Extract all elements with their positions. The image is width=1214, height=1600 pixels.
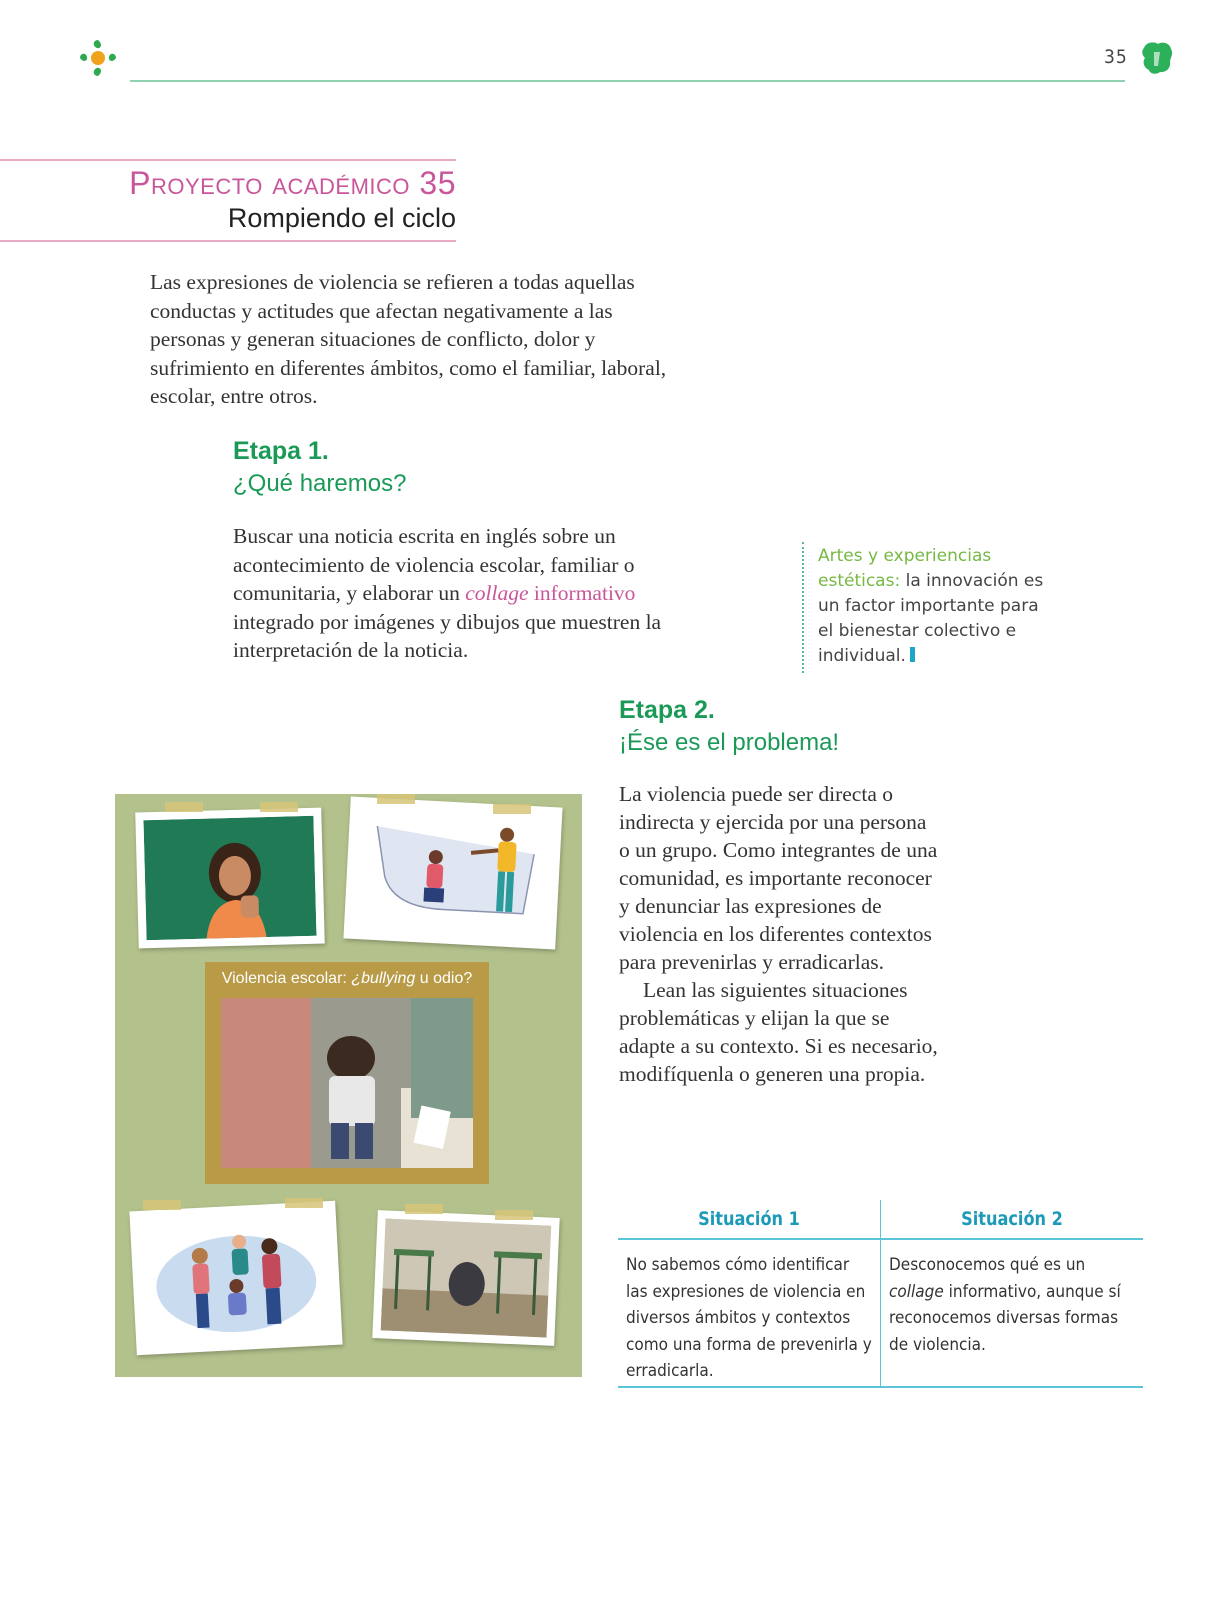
- book-logo-icon: [72, 34, 124, 86]
- stage2-title: Etapa 2.: [619, 696, 715, 724]
- stage1-highlight-informativo: informativo: [528, 581, 636, 605]
- page-number: 35: [1104, 46, 1128, 68]
- situation-2-text-start: Desconocemos qué es un: [889, 1255, 1086, 1275]
- situations-table: [618, 1200, 1143, 1387]
- section-badge-icon: [1140, 40, 1174, 76]
- title-rule-top: [0, 159, 456, 161]
- stage2-paragraph-1: La violencia puede ser directa o indirecta y ejercida por una persona o un grupo. Como integrantes de una comunidad, es importante reconocer y denunciar las expresiones de violencia en los diferentes contextos para prevenirlas y erradicarlas.: [619, 782, 938, 974]
- tape-strip: [495, 1210, 533, 1220]
- tape-strip: [377, 794, 415, 804]
- project-title: Rompiendo el ciclo: [227, 203, 456, 233]
- side-note: [802, 542, 1057, 673]
- stage1-text-end: integrado por imágenes y dibujos que muestren la interpretación de la noticia.: [233, 609, 662, 662]
- stage2-paragraph-2-text: Lean las siguientes situaciones problemáticas y elijan la que se adapte a su contexto. Si es necesario, modifíquenla o generen una propia.: [619, 978, 938, 1086]
- end-mark-icon: [910, 647, 915, 662]
- stage1-subtitle: ¿Qué haremos?: [233, 470, 407, 497]
- stage1-highlight-collage: collage: [465, 581, 529, 605]
- title-rule-bottom: [0, 240, 456, 242]
- collage-illustration: [115, 794, 582, 1377]
- situation-2: [881, 1200, 1143, 1387]
- stage2-text: [619, 780, 939, 1088]
- stage2-paragraph-2: [619, 976, 939, 1088]
- collage-news-title-italic: ¿bullying: [351, 970, 416, 987]
- collage-photo-thumbs-down: [135, 808, 324, 949]
- tape-strip: [260, 802, 298, 812]
- collage-news-photo: [221, 998, 473, 1168]
- stage2-subtitle: ¡Ése es el problema!: [619, 729, 840, 756]
- stage1-text-start: Buscar una noticia escrita en inglés sobre un acontecimiento de violencia escolar, familiar o comunitaria, y elaborar un: [233, 524, 635, 605]
- header-rule: [130, 80, 1125, 82]
- tape-strip: [285, 1198, 323, 1208]
- situation-1-text: No sabemos cómo identificar las expresiones de violencia en diversos ámbitos y contextos como una forma de prevenirla y erradicarla.: [626, 1255, 872, 1381]
- stage1-title: Etapa 1.: [233, 437, 329, 465]
- collage-photo-illustration-group: [129, 1201, 342, 1356]
- collage-news-title-suffix: u odio?: [415, 970, 473, 987]
- situation-2-text-end: informativo, aunque sí reconocemos diversas formas de violencia.: [889, 1281, 1121, 1355]
- situation-2-text: [889, 1252, 1137, 1358]
- tape-strip: [493, 804, 531, 814]
- collage-news-title: [205, 970, 489, 988]
- intro-paragraph: Las expresiones de violencia se refieren a todas aquellas conductas y actitudes que afectan negativamente a las personas y generan situaciones de conflicto, dolor y sufrimiento en diferentes ámbitos, como el familiar, laboral, escolar, entre otros.: [150, 270, 667, 408]
- collage-news-card: [205, 962, 489, 1184]
- tape-strip: [405, 1204, 443, 1214]
- stage1-text: [233, 522, 673, 665]
- tape-strip: [165, 802, 203, 812]
- side-note-label: Artes y experiencias estéticas:: [818, 546, 992, 591]
- situation-2-text-italic: collage: [889, 1281, 944, 1302]
- side-note-text: la innovación es un factor importante para el bienestar colectivo e individual.: [818, 571, 1044, 666]
- collage-photo-classroom: [372, 1210, 559, 1346]
- collage-photo-illustration-bullying: [343, 797, 562, 950]
- collage-news-title-prefix: Violencia escolar:: [221, 970, 352, 987]
- tape-strip: [143, 1200, 181, 1210]
- situation-1: [618, 1200, 880, 1387]
- situation-2-title: Situación 2: [961, 1208, 1063, 1230]
- situation-1-title: Situación 1: [698, 1208, 800, 1230]
- project-label: Proyecto académico 35: [129, 165, 456, 201]
